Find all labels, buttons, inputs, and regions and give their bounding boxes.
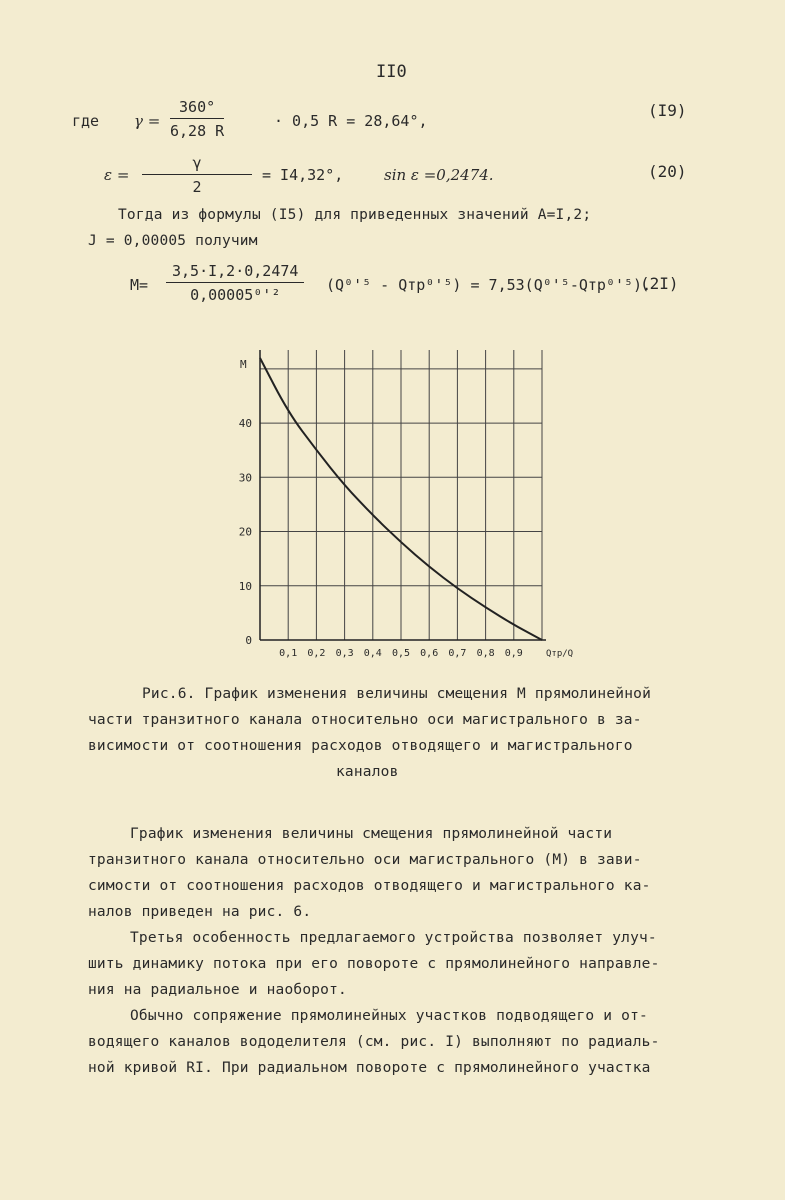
chart-grid [260, 350, 542, 640]
equation-number: (2I) [640, 274, 679, 293]
formula-rest: (Q⁰'⁵ - Qтр⁰'⁵) = 7,53(Q⁰'⁵-Qтр⁰'⁵). [326, 276, 652, 294]
y-tick-label: 20 [238, 525, 252, 539]
data-point [457, 588, 458, 589]
formula-prefix: где [72, 112, 100, 130]
y-tick-label: 0 [245, 634, 252, 647]
x-axis-label: Qтр/Q [546, 649, 574, 659]
fraction-numerator: 3,5·I,2·0,2474 [166, 262, 304, 283]
data-point [260, 358, 261, 359]
fraction-numerator: 360° [170, 98, 224, 119]
fraction-denominator: 6,28 R [170, 122, 225, 140]
paragraph-line: шить динамику потока при его повороте с прямолинейного направле- [88, 956, 660, 972]
formula-fraction [142, 154, 252, 196]
equation-number: (20) [648, 162, 687, 181]
intro-line: J = 0,00005 получим [88, 233, 258, 249]
data-point [513, 624, 514, 625]
paragraph-line: налов приведен на рис. 6. [88, 904, 312, 920]
y-tick-label: 10 [238, 579, 252, 593]
data-point [485, 607, 486, 608]
equation-number: (I9) [648, 101, 687, 120]
fraction-numerator: γ [142, 154, 252, 175]
x-tick-label: 0,8 [476, 648, 495, 659]
caption-line: каналов [336, 764, 399, 780]
data-point [288, 412, 289, 413]
chart-axes [260, 350, 546, 640]
x-tick-label: 0,7 [448, 648, 467, 659]
formula-sin: sin ε =0,2474. [384, 166, 494, 184]
formula-rest: · 0,5 R = 28,64°, [274, 112, 428, 130]
formula-rest: = I4,32°, [262, 166, 344, 184]
x-tick-label: 0,6 [420, 648, 439, 659]
intro-line: Тогда из формулы (I5) для приведенных значений A=I,2; [118, 207, 592, 223]
x-tick-label: 0,4 [363, 648, 382, 659]
y-axis-label: M [240, 358, 247, 371]
paragraph-line: транзитного канала относительно оси магистрального (М) в зави- [88, 852, 642, 868]
formula-fraction [170, 98, 224, 140]
caption-line: части транзитного канала относительно оси магистрального в за- [88, 712, 642, 728]
x-tick-label: 0,9 [504, 648, 523, 659]
x-tick-label: 0,5 [391, 648, 411, 659]
paragraph-line: водящего каналов вододелителя (см. рис. I) выполняют по радиаль- [88, 1034, 660, 1050]
data-point [429, 566, 430, 567]
chart-ticks [239, 417, 523, 659]
displacement-chart [220, 340, 580, 670]
formula-lhs: ε = [104, 166, 130, 184]
fraction-denominator: 2 [192, 178, 202, 196]
caption-line: Рис.6. График изменения величины смещения М прямолинейной [142, 686, 651, 702]
y-tick-label: 30 [238, 471, 252, 485]
caption-line: висимости от соотношения расходов отводящего и магистрального [88, 738, 633, 754]
formula-fraction [166, 262, 304, 304]
formula-lhs: M= [130, 276, 149, 294]
x-tick-label: 0,2 [307, 648, 326, 659]
formula-lhs: γ = [134, 112, 161, 130]
paragraph-line: Обычно сопряжение прямолинейных участков подводящего и от- [130, 1008, 648, 1024]
paragraph-line: График изменения величины смещения прямолинейной части [130, 826, 613, 842]
y-tick-label: 40 [238, 417, 252, 431]
paragraph-line: ной кривой RI. При радиальном повороте с прямолинейного участка [88, 1060, 651, 1076]
fraction-denominator: 0,00005⁰'² [190, 286, 281, 304]
x-tick-label: 0,3 [335, 648, 354, 659]
paragraph-line: Третья особенность предлагаемого устройства позволяет улуч- [130, 930, 657, 946]
data-point [344, 485, 345, 486]
x-tick-label: 0,1 [279, 648, 298, 659]
data-point [401, 542, 402, 543]
paragraph-line: ния на радиальное и наоборот. [88, 982, 347, 998]
page-number: II0 [376, 62, 407, 82]
data-point [316, 450, 317, 451]
data-point [372, 515, 373, 516]
paragraph-line: симости от соотношения расходов отводящего и магистрального ка- [88, 878, 651, 894]
data-point [542, 640, 543, 641]
